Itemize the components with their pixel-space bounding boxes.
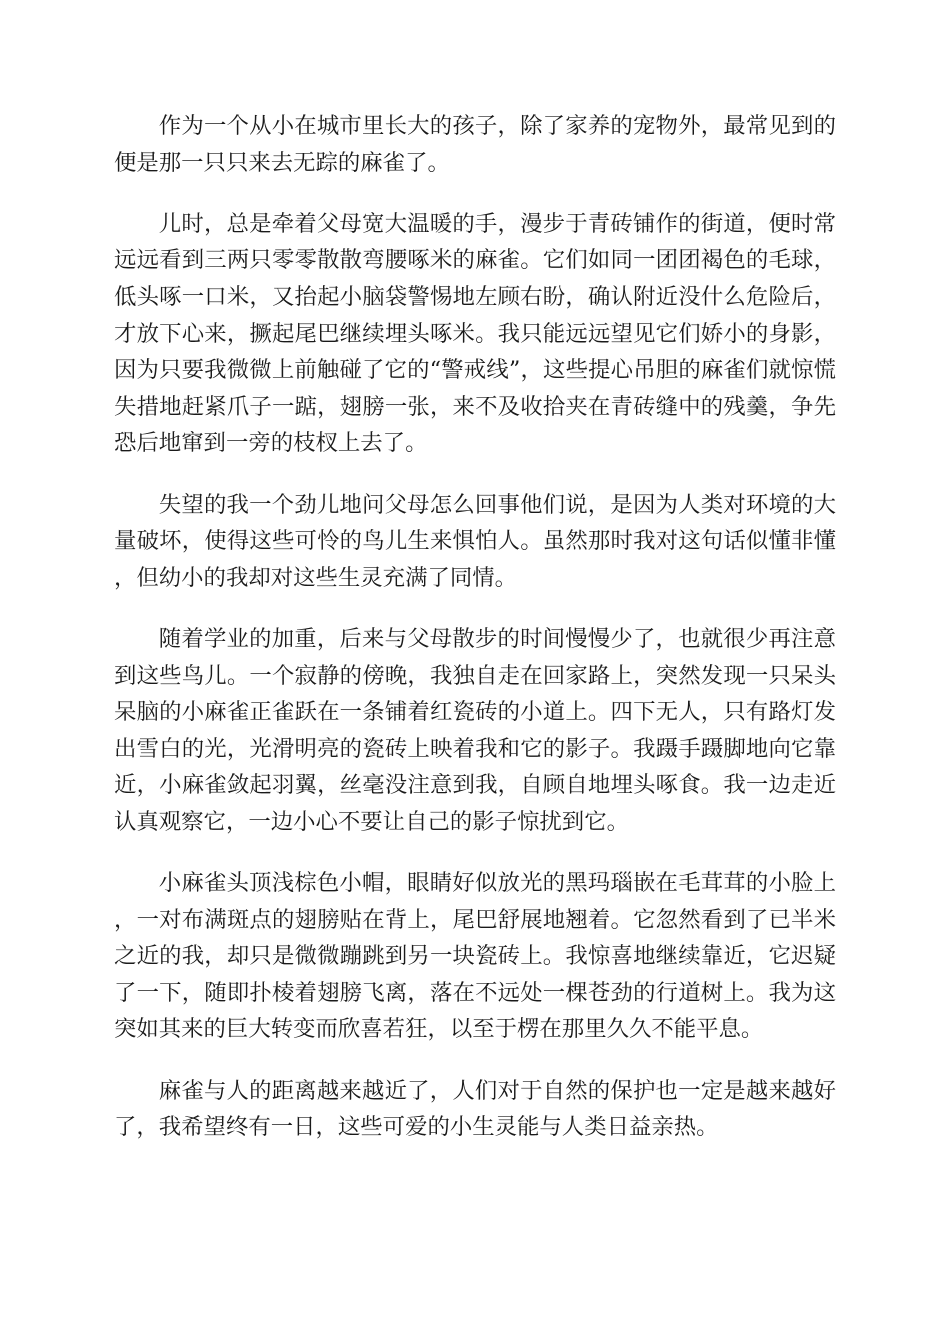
paragraph-4: 随着学业的加重，后来与父母散步的时间慢慢少了，也就很少再注意到这些鸟儿。一个寂静的傍晚，我独自走在回家路上，突然发现一只呆头呆脑的小麻雀正雀跃在一条铺着红瓷砖的小道上。四下无人，只有路灯发出雪白的光，光滑明亮的瓷砖上映着我和它的影子。我蹑手蹑脚地向它靠近，小麻雀敛起羽翼，丝毫没注意到我，自顾自地埋头啄食。我一边走近认真观察它，一边小心不要让自己的影子惊扰到它。 [114,625,836,835]
paragraph-1: 作为一个从小在城市里长大的孩子，除了家养的宠物外，最常见到的便是那一只只来去无踪的麻雀了。 [114,113,836,176]
document-page [114,108,836,1170]
paragraph-2: 儿时，总是牵着父母宽大温暖的手，漫步于青砖铺作的街道，便时常远远看到三两只零零散散弯腰啄米的麻雀。它们如同一团团褐色的毛球，低头啄一口米，又抬起小脑袋警惕地左顾右盼，确认附近没什么危险后，才放下心来，撅起尾巴继续埋头啄米。我只能远远望见它们娇小的身影，因为只要我微微上前触碰了它的“警戒线”，这些提心吊胆的麻雀们就惊慌失措地赶紧爪子一踮，翅膀一张，来不及收拾夹在青砖缝中的残羹，争先恐后地窜到一旁的枝杈上去了。 [114,210,836,457]
paragraph-5: 小麻雀头顶浅棕色小帽，眼睛好似放光的黑玛瑙嵌在毛茸茸的小脸上，一对布满斑点的翅膀贴在背上，尾巴舒展地翘着。它忽然看到了已半米之近的我，却只是微微蹦跳到另一块瓷砖上。我惊喜地继续靠近，它迟疑了一下，随即扑棱着翅膀飞离，落在不远处一棵苍劲的行道树上。我为这突如其来的巨大转变而欣喜若狂，以至于楞在那里久久不能平息。 [114,870,836,1043]
paragraph-6: 麻雀与人的距离越来越近了，人们对于自然的保护也一定是越来越好了，我希望终有一日，这些可爱的小生灵能与人类日益亲热。 [114,1077,836,1141]
paragraph-3: 失望的我一个劲儿地问父母怎么回事他们说，是因为人类对环境的大量破坏，使得这些可怜的鸟儿生来惧怕人。虽然那时我对这句话似懂非懂，但幼小的我却对这些生灵充满了同情。 [114,491,836,591]
